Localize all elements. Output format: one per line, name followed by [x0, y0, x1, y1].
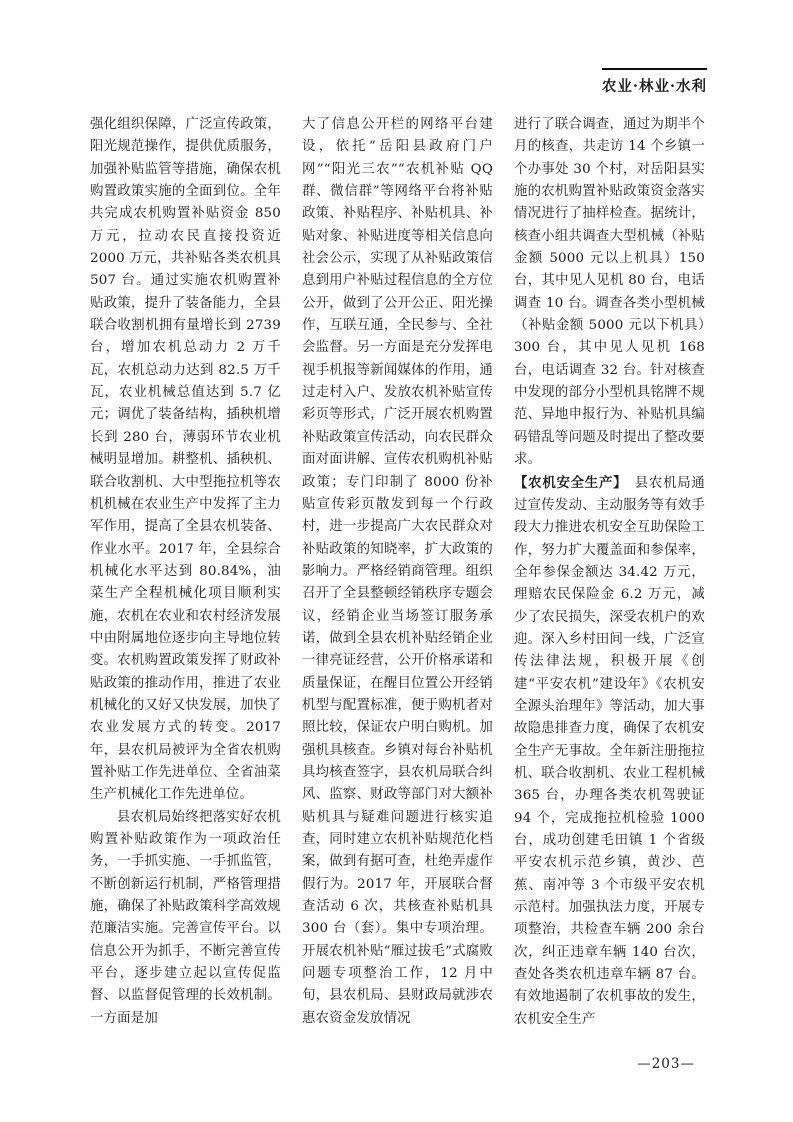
text-column-2 — [302, 114, 493, 1052]
section-rule — [602, 68, 707, 70]
text-column-3 — [514, 114, 705, 1052]
paragraph-entry — [514, 472, 705, 1032]
page-body — [90, 114, 705, 1052]
entry-heading: 【农机安全生产】 — [514, 474, 621, 491]
section-title: 农业·林业·水利 — [601, 78, 707, 95]
paragraph: 县农机局始终把落实好农机购置补贴政策作为一项政治任务，一手抓实施、一手抓监管，不断创新运行机制，严格管理措施，确保了补贴政策科学高效规范廉洁实施。完善宣传平台。以信息公开为抓手，不断完善宣传平台，逐步建立起以宣传促监督、以监督促管理的长效机制。一方面是加 — [90, 809, 281, 1026]
section-header — [602, 68, 707, 96]
text-column-1 — [90, 114, 281, 1052]
paragraph-continuation: 进行了联合调查，通过为期半个月的核查，共走访 14 个乡镇一个办事处 30 个村，对岳阳县实施的农机购置补贴政策资金落实情况进行了抽样检查。据统计，核查小组共调查大型机械（补贴金额 5000 元以上机具）150 台，其中见人见机 80 台，电话调查 10 台。调查各类小型机械（补贴金额 5000 元以下机具）300 台，其中见人见机 168 台，电话调查 32 台。针对核查中发现的部分小型机具铭牌不规范、异地申报行为、补贴机具编码错乱等问题及时提出了整改要求。 — [514, 117, 705, 468]
entry-text: 县农机局通过宣传发动、主动服务等有效手段大力推进农机安全互助保险工作，努力扩大覆盖面和参保率，全年参保金额达 34.42 万元，理赔农民保险金 6.2 万元，减少了农民损失，深受农机户的欢迎。深入乡村田间一线，广泛宣传法律法规，积极开展《创建“平安农机”建设年》《农机安全源头治理年》等活动，加大事故隐患排查力度，确保了农机安全生产无事故。全年新注册拖拉机、联合收割机、农业工程机械 365 台，办理各类农机驾驶证 94 个，完成拖拉机检验 1000 台，成功创建毛田镇 1 个省级平安农机示范乡镇，黄沙、芭蕉、南冲等 3 个市级平安农机示范村。加强执法力度，开展专项整治，共检查车辆 200 余台次，纠正违章车辆 140 台次，查处各类农机违章车辆 87 台。有效地遏制了农机事故的发生，农机安全生产 — [514, 475, 705, 1027]
paragraph-continuation: 大了信息公开栏的网络平台建设，依托“岳阳县政府门户网”“阳光三农”“农机补贴 QQ 群、微信群”等网络平台将补贴政策、补贴程序、补贴机具、补贴对象、补贴进度等相关信息向社会公示，实现了从补贴政策信息到用户补贴过程信息的全方位公开，做到了公开公正、阳光操作，互联互通，全民参与、全社会监督。另一方面是充分发挥电视手机报等新闻媒体的作用，通过走村入户、发放农机补贴宣传彩页等形式，广泛开展农机购置补贴政策宣传活动，向农民群众面对面讲解、宣传农机购机补贴政策；专门印制了 8000 份补贴宣传彩页散发到每一个行政村，进一步提高广大农民群众对补贴政策的知晓率，扩大政策的影响力。严格经销商管理。组织召开了全县整顿经销秩序专题会议，经销企业当场签订服务承诺，做到全县农机补贴经销企业一律亮证经营，公开价格承诺和质量保证，在醒目位置公开经销机型与配置标准，便于购机者对照比较，保证农户明白购机。加强机具核查。乡镇对每台补贴机具均核查签字，县农机局联合纠风、监察、财政等部门对大额补贴机具与疑难问题进行核实追查，同时建立农机补贴规范化档案，做到有据可查，杜绝弄虚作假行为。2017 年，开展联合督查活动 6 次，共核查补贴机具 300 台（套）。集中专项治理。开展农机补贴“雁过拔毛”式腐败问题专项整治工作，12 月中旬，县农机局、县财政局就涉农惠农资金发放情况 — [302, 117, 493, 1026]
paragraph-continuation: 强化组织保障，广泛宣传政策，阳光规范操作，提供优质服务，加强补贴监管等措施，确保农机购置政策实施的全面到位。全年共完成农机购置补贴资金 850 万元，拉动农民直接投资近 2000 万元，共补贴各类农机具 507 台。通过实施农机购置补贴政策，提升了装备能力，全县联合收割机拥有量增长到 2739 台，增加农机总动力 2 万千瓦，农机总动力达到 82.5 万千瓦，农业机械总值达到 5.7 亿元；调优了装备结构，插秧机增长到 280 台，薄弱环节农业机械明显增加。耕整机、插秧机、联合收割机、大中型拖拉机等农机机械在农业生产中发挥了主力军作用，提高了全县农机装备、作业水平。2017 年，全县综合机械化水平达到 80.84%，油菜生产全程机械化项目顺利实施，农机在农业和农村经济发展中由附属地位逐步向主导地位转变。农机购置政策发挥了财政补贴政策的推动作用，推进了农业机械化的又好又快发展，加快了农业发展方式的转变。2017 年，县农机局被评为全省农机购置补贴工作先进单位、全省油菜生产机械化工作先进单位。 — [90, 117, 281, 803]
page-number: —203— — [637, 1056, 695, 1072]
